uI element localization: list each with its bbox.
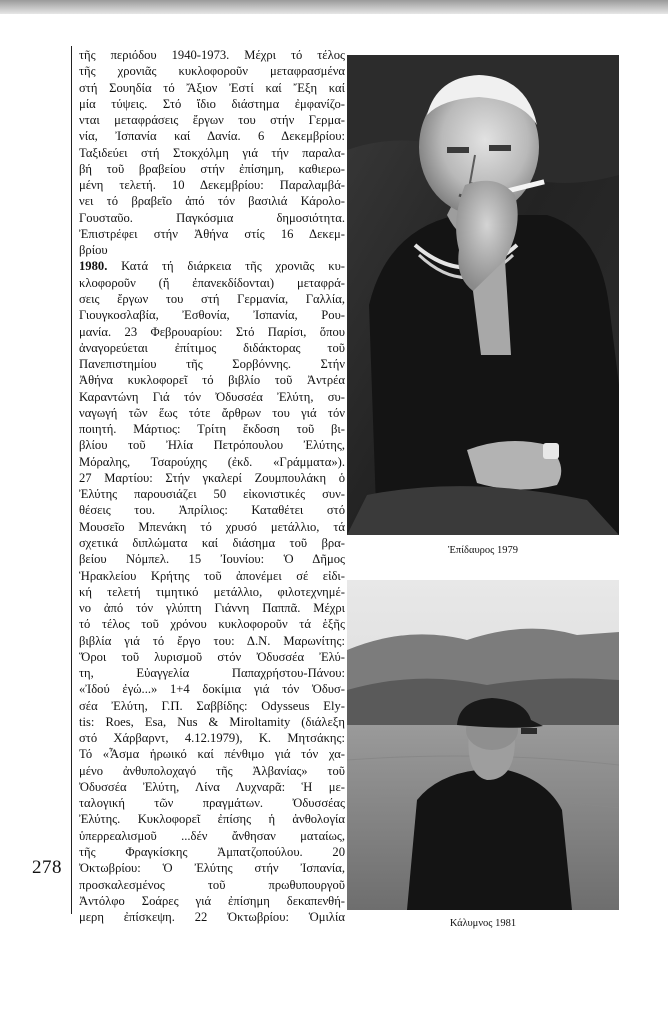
- text-line: Ὀκτωβρίου: Ὁ Ἐλύτης στήν Ἰσπανία,: [79, 861, 345, 876]
- text-line: τῆς περιόδου 1940-1973. Μέχρι τό τέλος: [79, 48, 345, 62]
- text-line: νται μεταφράσεις ἔργων του στήν Γερμα-: [79, 113, 345, 128]
- text-line: ποιητή. Μάρτιος: Τρίτη ἔκδοση τοῦ βι-: [79, 422, 345, 437]
- text-line: κλοφοροῦν (ἤ ἐπανεκδίδονται) μεταφρά-: [79, 275, 345, 290]
- text-line: Ὅροι τοῦ λυρισμοῦ στόν Ὀδυσσέα Ἐλύ-: [79, 649, 345, 664]
- text-line: θέσεις του. Ἀπρίλιος: Καταθέτει στό: [79, 503, 345, 518]
- text-line: βλίου τοῦ Ἠλία Πετρόπουλου Ἐλύτης,: [79, 438, 345, 453]
- text-line: τῆς χρονιᾶς κυκλοφοροῦν μεταφρασμένα: [79, 64, 345, 79]
- text-line: Ὀδυσσέα Ἐλύτη, Λίνα Λυχναρᾶ: Ἡ με-: [79, 779, 345, 794]
- photo-kalymnos-seascape: [347, 580, 619, 910]
- text-line: tis: Roes, Esa, Nus & Miroltamity (διάλεξη: [79, 714, 345, 729]
- photo-caption-kalymnos: Κάλυμνος 1981: [449, 918, 517, 929]
- chronology-text-column: [79, 47, 345, 925]
- text-line: σεις ἔργων του στή Γερμανία, Γαλλία,: [79, 291, 345, 306]
- text-line: νο ἀπό τόν γλύπτη Γιάννη Παππᾶ. Μέχρι: [79, 601, 345, 616]
- text-line: ὑπερρεαλισμοῦ ...δέν ἄνθησαν ματαίως,: [79, 828, 345, 843]
- text-line: Μόραλης, Τσαρούχης (ἐκδ. «Γράμματα»).: [79, 454, 345, 469]
- text-line: Ἀντόλφο Σοάρες γιά ἐπίσημη δεκαπενθή-: [79, 893, 345, 908]
- text-line: Πανεπιστημίου τῆς Σορβόννης. Στήν: [79, 357, 345, 372]
- text-line: προσκαλεσμένος τοῦ πρωθυπουργοῦ: [79, 877, 345, 892]
- text-line: βρίου: [79, 243, 108, 258]
- text-line: ταλογική τῶν πραγμάτων. Ὀδυσσέας: [79, 796, 345, 811]
- margin-rule: [71, 46, 72, 914]
- text-line: ἀναγορεύεται ἐπίτιμος διδάκτορας τοῦ: [79, 340, 345, 355]
- text-line: Ἀθήνα κυκλοφορεῖ τό βιβλίο τοῦ Ἀντρέα: [79, 373, 345, 388]
- text-line: Μουσεῖο Μπενάκη τό χρυσό μετάλλιο, τά: [79, 519, 345, 534]
- text-line: στή Σουηδία τό Ἄξιον Ἐστί καί Ἔξη καί: [79, 80, 345, 95]
- text-line: νία, Ἰσπανία καί Δανία. 6 Δεκεμβρίου:: [79, 129, 345, 144]
- text-line: Γιουγκοσλαβία, Ἐσθονία, Ἰσπανία, Ρου-: [79, 308, 345, 323]
- text-line: τη, Εὐαγγελία Παπαχρήστου-Πάνου:: [79, 666, 345, 681]
- photo-epidavros-portrait: [347, 55, 619, 535]
- text-line: μένο ἀνθυπολοχαγό τῆς Ἀλβανίας» τοῦ: [79, 763, 345, 778]
- portrait-photo-drawing: [347, 55, 619, 535]
- text-line: Γουσταῦο. Παγκόσμια δημοσιότητα.: [79, 210, 345, 225]
- text-line: Ἐλύτης παρουσιάζει 50 εἰκονιστικές συν-: [79, 487, 345, 502]
- text-line: Ἐλύτης. Κυκλοφορεῖ ἐπίσης ἡ ἀνθολογία: [79, 812, 345, 827]
- text-line: μανία. 23 Φεβρουαρίου: Στό Παρίσι, ὅπου: [79, 324, 345, 339]
- text-line: σχετικά διπλώματα καί διάσημα τοῦ βρα-: [79, 535, 345, 550]
- year-heading: 1980.: [79, 259, 108, 274]
- text-line: νει τό βραβεῖο ἀπό τόν βασιλιά Κάρολο-: [79, 194, 345, 209]
- text-line: μία τύψεις. Στό ἴδιο διάστημα ἐμφανίζο-: [79, 96, 345, 111]
- photo-caption-epidavros: Ἐπίδαυρος 1979: [448, 545, 518, 556]
- text-line: ναγωγή τῶν ἕως τότε ἄρθρων του γιά τόν: [79, 405, 345, 420]
- text-line: Ἡρακλείου Κρήτης τοῦ ἀπονέμει σέ εἰδι-: [79, 568, 345, 583]
- text-line: Καραντώνη Γιά τόν Ὀδυσσέα Ἐλύτη, συ-: [79, 389, 345, 404]
- text-line: μερη ἐπίσκεψη. 22 Ὀκτωβρίου: Ὁμιλία: [79, 910, 345, 925]
- text-line: βή τοῦ βραβείου στήν ἐπίσημη, καθιερω-: [79, 161, 345, 176]
- text-line: Τό «Ἆσμα ἡρωικό καί πένθιμο γιά τόν χα-: [79, 747, 345, 762]
- text-line: «Ἰδού ἐγώ...» 1+4 δοκίμια γιά τόν Ὀδυσ-: [79, 682, 345, 697]
- text-line: μένη τελετή. 10 Δεκεμβρίου: Παραλαμβά-: [79, 178, 345, 193]
- text-line: τό τέλος τοῦ χρόνου κυκλοφοροῦν τά ἑξῆς: [79, 617, 345, 632]
- text-line: βείου Νόμπελ. 15 Ἰουνίου: Ὁ Δῆμος: [79, 552, 345, 567]
- page-number: 278: [32, 857, 62, 878]
- text-line: Ταξιδεύει στή Στοκχόλμη γιά τήν παραλα-: [79, 145, 345, 160]
- text-line: σέα Ἐλύτη, Γ.Π. Σαββίδης: Odysseus Ely-: [79, 698, 345, 713]
- text-line: 1980. Κατά τή διάρκεια τῆς χρονιᾶς κυ-: [79, 259, 345, 274]
- text-line: κή τελετή τιμητικό μετάλλιο, φιλοτεχνημέ-: [79, 584, 345, 599]
- text-line: Ἐπιστρέφει στήν Ἀθήνα στίς 16 Δεκεμ-: [79, 226, 345, 241]
- seascape-photo-drawing: [347, 580, 619, 910]
- text-line: 27 Μαρτίου: Στήν γκαλερί Ζουμπουλάκη ὁ: [79, 470, 345, 485]
- text-line: βιβλία γιά τό ἔργο του: Δ.Ν. Μαρωνίτης:: [79, 633, 345, 648]
- text-line: στό Χάρβαρντ, 4.12.1979), Κ. Μητσάκης:: [79, 731, 345, 746]
- page-top-edge: [0, 0, 668, 14]
- text-line: τῆς Φραγκίσκης Ἀμπατζοπούλου. 20: [79, 845, 345, 860]
